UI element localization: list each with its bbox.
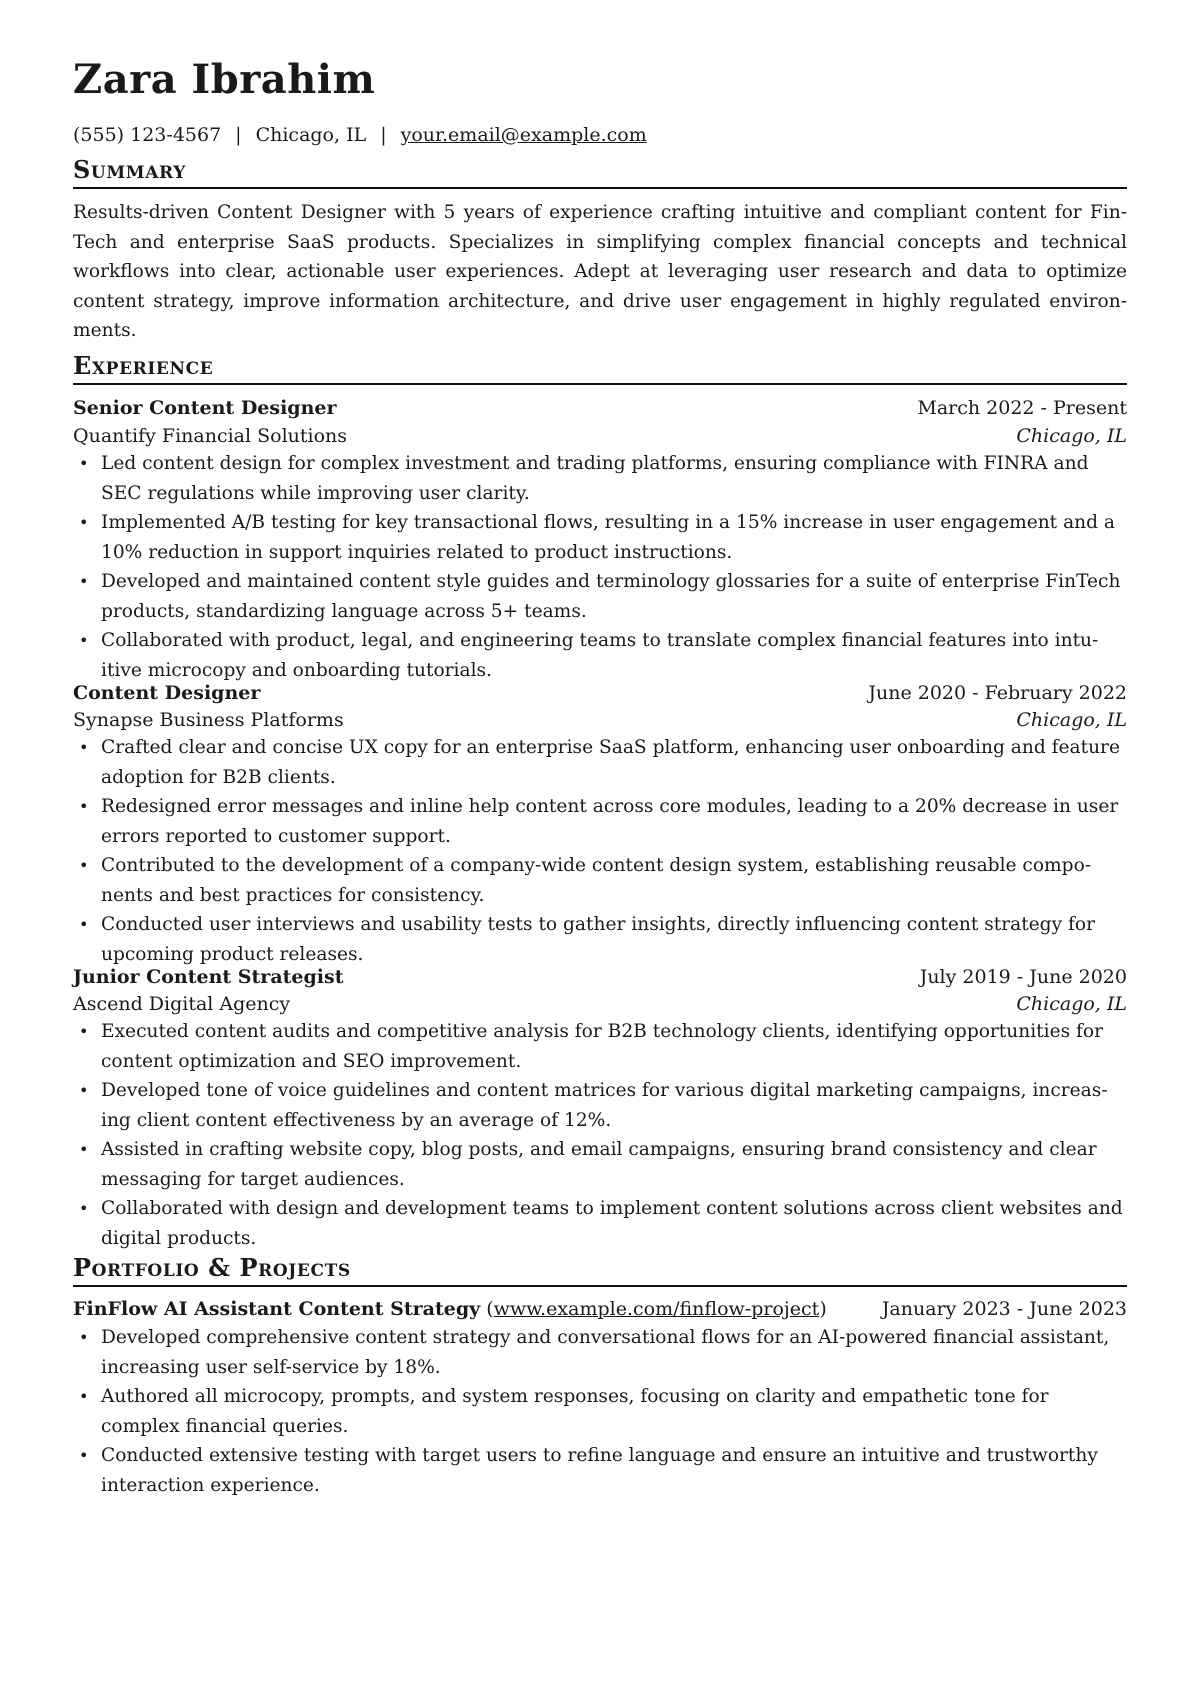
candidate-name: Zara Ibrahim	[73, 56, 376, 103]
bullet-text: Developed comprehensive content strategy and conversational flows for an AI-powered financial assistant, increasing user self-service by 18%.	[101, 1327, 1110, 1378]
bullet-icon: •	[79, 856, 89, 875]
bullet-icon: •	[79, 454, 89, 473]
project-name: FinFlow AI Assistant Content Strategy	[73, 1298, 481, 1320]
bullet-icon: •	[79, 631, 89, 650]
bullet-icon: •	[79, 738, 89, 757]
list-item	[73, 1017, 1127, 1076]
list-item	[73, 733, 1127, 792]
job-role: Senior Content Designer	[73, 397, 337, 419]
bullet-text: Developed tone of voice guidelines and content matrices for various digital marketing campaigns, increasing client content effectiveness by an average of 12%.	[101, 1080, 1108, 1131]
bullet-text: Developed and maintained content style guides and terminology glossaries for a suite of enterprise FinTech products, standardizing language across 5+ teams.	[101, 571, 1121, 622]
bullet-icon: •	[79, 797, 89, 816]
bullet-text: Conducted extensive testing with target users to refine language and ensure an intuitive and trustworthy interaction experience.	[101, 1445, 1098, 1496]
bullet-text: Assisted in crafting website copy, blog posts, and email campaigns, ensuring brand consistency and clear messaging for target audiences.	[101, 1139, 1097, 1190]
list-item	[73, 508, 1127, 567]
job-location: Chicago, IL	[1016, 993, 1127, 1015]
job-role: Junior Content Strategist	[73, 966, 344, 988]
project-link[interactable]: www.example.com/finflow-project	[493, 1298, 820, 1320]
contact-line	[73, 123, 647, 147]
bullet-text: Implemented A/B testing for key transactional flows, resulting in a 15% increase in user engagement and a 10% reduction in support inquiries related to product instructions.	[101, 512, 1116, 563]
bullet-text: Collaborated with product, legal, and engineering teams to translate complex financial features into intuitive microcopy and onboarding tutorials.	[101, 630, 1099, 681]
job-dates: July 2019 - June 2020	[919, 966, 1127, 988]
contact-separator: |	[235, 124, 242, 146]
bullet-text: Executed content audits and competitive analysis for B2B technology clients, identifying opportunities for content optimization and SEO improvement.	[101, 1021, 1104, 1072]
job-location: Chicago, IL	[1016, 425, 1127, 447]
contact-separator: |	[380, 124, 387, 146]
list-item	[73, 910, 1127, 969]
job-dates: March 2022 - Present	[917, 397, 1127, 419]
email-link[interactable]: your.email@example.com	[400, 124, 647, 146]
bullet-icon: •	[79, 1199, 89, 1218]
bullet-text: Authored all microcopy, prompts, and system responses, focusing on clarity and empathetic tone for complex financial queries.	[101, 1386, 1049, 1437]
bullet-icon: •	[79, 572, 89, 591]
bullet-text: Redesigned error messages and inline help content across core modules, leading to a 20% decrease in user errors reported to customer support.	[101, 796, 1119, 847]
bullet-icon: •	[79, 513, 89, 532]
job-company: Synapse Business Platforms	[73, 709, 344, 731]
summary-text: Results-driven Content Designer with 5 years of experience crafting intuitive and compliant content for FinTech and enterprise SaaS products. Specializes in simplifying complex financial concepts and technical workflows into clear, actionable user experiences. Adept at leveraging user research and data to optimize content strategy, improve information architecture, and drive user engagement in highly regulated environments.	[73, 202, 1127, 341]
job-bullet-list	[73, 1017, 1127, 1253]
location: Chicago, IL	[255, 124, 367, 146]
project-dates: January 2023 - June 2023	[881, 1298, 1127, 1320]
bullet-text: Contributed to the development of a company-wide content design system, establishing reusable components and best practices for consistency.	[101, 855, 1092, 906]
bullet-icon: •	[79, 1022, 89, 1041]
list-item	[73, 1076, 1127, 1135]
list-item	[73, 449, 1127, 508]
list-item	[73, 1135, 1127, 1194]
project-bullet-list	[73, 1323, 1127, 1500]
bullet-icon: •	[79, 1328, 89, 1347]
bullet-text: Led content design for complex investment and trading platforms, ensuring compliance with FINRA and SEC regulations while improving user clarity.	[101, 453, 1089, 504]
section-title-projects: Portfolio & Projects	[73, 1255, 1127, 1287]
bullet-icon: •	[79, 1446, 89, 1465]
bullet-text: Crafted clear and concise UX copy for an enterprise SaaS platform, enhancing user onboarding and feature adoption for B2B clients.	[101, 737, 1120, 788]
job-company: Quantify Financial Solutions	[73, 425, 348, 447]
list-item	[73, 1441, 1127, 1500]
job-dates: June 2020 - February 2022	[868, 682, 1127, 704]
project-title-line: FinFlow AI Assistant Content Strategy (www.example.com/finflow-project)	[73, 1298, 827, 1320]
bullet-icon: •	[79, 915, 89, 934]
list-item	[73, 626, 1127, 685]
job-company: Ascend Digital Agency	[73, 993, 291, 1015]
job-role: Content Designer	[73, 682, 261, 704]
job-bullet-list	[73, 733, 1127, 969]
list-item	[73, 567, 1127, 626]
section-title-summary: Summary	[73, 157, 1127, 189]
bullet-text: Collaborated with design and development teams to implement content solutions across client websites and digital products.	[101, 1198, 1123, 1249]
list-item	[73, 792, 1127, 851]
phone-number: (555) 123-4567	[73, 124, 222, 146]
job-location: Chicago, IL	[1016, 709, 1127, 731]
list-item	[73, 1194, 1127, 1253]
list-item	[73, 1382, 1127, 1441]
list-item	[73, 1323, 1127, 1382]
list-item	[73, 851, 1127, 910]
bullet-icon: •	[79, 1081, 89, 1100]
job-bullet-list	[73, 449, 1127, 685]
section-title-experience: Experience	[73, 353, 1127, 385]
bullet-text: Conducted user interviews and usability tests to gather insights, directly influencing content strategy for upcoming product releases.	[101, 914, 1095, 965]
bullet-icon: •	[79, 1140, 89, 1159]
bullet-icon: •	[79, 1387, 89, 1406]
